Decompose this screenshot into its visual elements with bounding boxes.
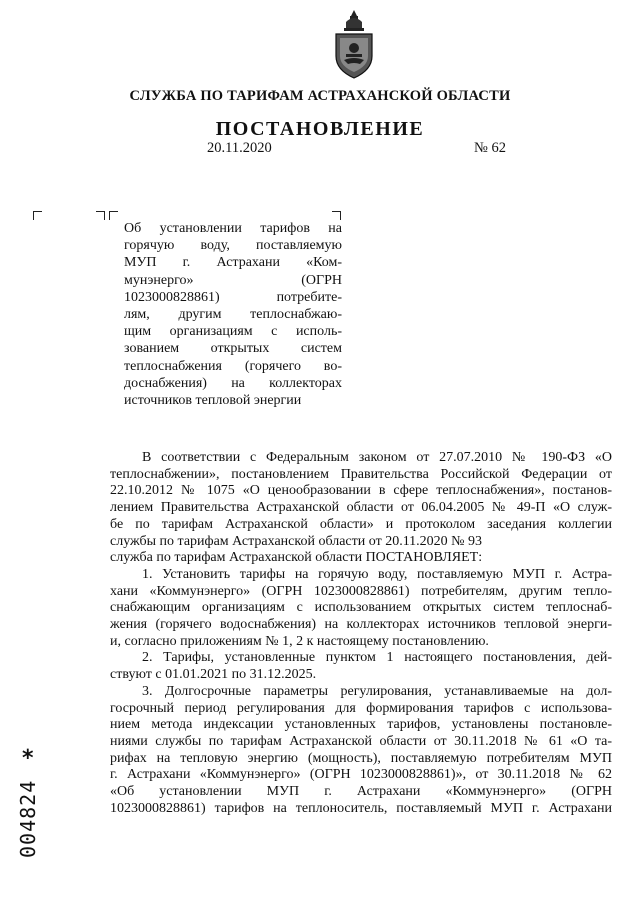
body-line: В соответствии с Федеральным законом от 27.07.2010 № 190-ФЗ «О (142, 450, 612, 465)
body-line: г. Астрахани «Коммунэнерго» (ОГРН 1023000828861)», от 30.11.2018 № 62 (110, 767, 612, 783)
document-type-heading: ПОСТАНОВЛЕНИЕ (215, 118, 425, 140)
corner-mark-left (33, 211, 42, 220)
document-body (110, 450, 612, 817)
body-line: снабжающим организациям с использованием открытых систем теплоснаб- (110, 600, 612, 616)
body-line: лением Правительства Астраханской области от 06.04.2005 № 49-П «О служ- (110, 500, 612, 516)
subject-line: щим организациям с исполь- (124, 324, 342, 340)
organization-title: СЛУЖБА ПО ТАРИФАМ АСТРАХАНСКОЙ ОБЛАСТИ (129, 88, 511, 104)
body-line: 1. Установить тарифы на горячую воду, поставляемую МУП г. Астра- (142, 566, 612, 582)
margin-stamp-number: 004824 (16, 779, 40, 858)
subject-line: МУП г. Астрахани «Ком- (124, 255, 342, 271)
subject-line: теплоснабжения (горячего во- (124, 358, 342, 374)
subject-line: источников тепловой энергии (124, 393, 302, 409)
document-subject (124, 220, 342, 409)
corner-mark-subject-left-a (96, 211, 105, 220)
corner-mark-subject-left-b (109, 211, 118, 220)
body-line: и, согласно приложениям № 1, 2 к настоящему постановлению. (110, 633, 489, 649)
body-line: службы по тарифам Астраханской области от 20.11.2020 № 93 (110, 533, 483, 549)
document-number: № 62 (474, 140, 506, 156)
subject-line: зованием открытых систем (124, 341, 342, 357)
subject-line: доснабжения) на коллекторах (124, 375, 342, 391)
subject-line: горячую воду, поставляемую (124, 238, 342, 254)
body-line: теплоснабжении», постановлением Правительства Российской Федерации от (110, 466, 612, 482)
body-line: нием метода индексации установленных тарифов, установлены постановле- (110, 717, 612, 733)
document-date: 20.11.2020 (207, 140, 272, 156)
body-line: ниями службы по тарифам Астраханской области от 30.11.2018 № 61 «О та- (110, 733, 612, 749)
body-line: хани «Коммунэнерго» (ОГРН 1023000828861) потребителям, другим тепло- (110, 583, 612, 599)
body-line: служба по тарифам Астраханской области ПОСТАНОВЛЯЕТ: (110, 550, 483, 566)
body-line: бе по тарифам Астраханской области» и протоколом заседания коллегии (110, 516, 612, 532)
body-line: 2. Тарифы, установленные пунктом 1 настоящего постановления, дей- (142, 650, 612, 666)
body-line: рифах на тепловую энергию (мощность), поставляемую потребителям МУП (110, 750, 612, 766)
subject-line: мунэнерго» (ОГРН (124, 272, 342, 288)
body-line: жения (горячего водоснабжения) на коллекторах источников тепловой энерги- (110, 617, 612, 633)
body-line: 3. Долгосрочные параметры регулирования, устанавливаемые на дол- (142, 683, 612, 699)
subject-line: 1023000828861) потребите- (124, 289, 342, 305)
body-line: 22.10.2012 № 1075 «О ценообразовании в сфере теплоснабжения», постанов- (110, 483, 612, 499)
coat-of-arms-emblem (330, 8, 378, 82)
subject-line: Об установлении тарифов на (124, 221, 342, 236)
margin-stamp-mark: * (22, 746, 34, 771)
body-line: «Об установлении МУП г. Астрахани «Коммунэнерго» (ОГРН (110, 784, 612, 800)
corner-mark-subject-right (332, 211, 341, 220)
subject-line: лям, другим теплоснабжаю- (124, 307, 342, 323)
body-line: ствуют с 01.01.2021 по 31.12.2025. (110, 667, 317, 683)
body-line: госрочный период регулирования для формирования тарифов с использова- (110, 700, 612, 716)
body-line: 1023000828861) тарифов на теплоноситель, поставляемый МУП г. Астрахани (110, 800, 612, 816)
